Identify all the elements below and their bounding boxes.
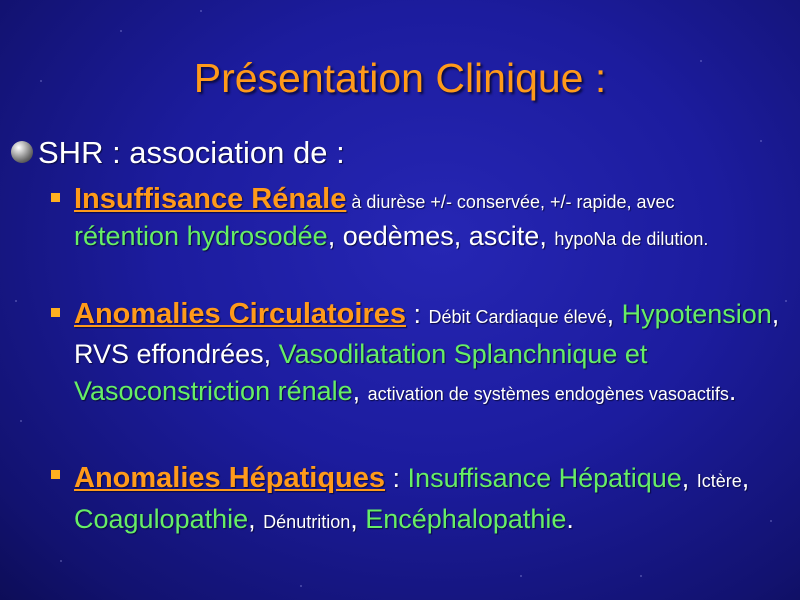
bullet-text: Dénutrition (263, 512, 351, 532)
square-bullet-icon (51, 308, 60, 317)
bullet-insuffisance-renale (74, 182, 780, 256)
bullet-text: Débit Cardiaque élevé (428, 307, 607, 327)
bullet-text: hypoNa de dilution. (554, 229, 709, 249)
bullet-text: Ictère (696, 471, 742, 491)
bullet-heading: Insuffisance Rénale (74, 183, 347, 215)
bullet-text: . (728, 376, 737, 406)
bullet-anomalies-circulatoires (74, 296, 780, 413)
bullet-text: , (352, 376, 368, 406)
bullet-text: , (248, 504, 264, 534)
bullet-text-highlight: Encéphalopathie (365, 504, 567, 534)
bullet-text: , (741, 463, 750, 493)
bullet-heading: Anomalies Hépatiques (74, 462, 386, 494)
bullet-text-highlight: Vasodilatation Splanchnique et Vasoconstriction rénale (74, 339, 648, 406)
bullet-anomalies-hepatiques (74, 459, 780, 541)
bullet-text: : (406, 299, 429, 329)
bullet-text: , (327, 221, 343, 251)
bullet-text: , (539, 221, 555, 251)
bullet-text: , (350, 504, 366, 534)
bullet-text-highlight: Hypotension (621, 299, 772, 329)
level1-text: SHR : association de : (38, 135, 345, 170)
bullet-text: : (385, 463, 408, 493)
bullet-text-highlight: rétention hydrosodée (74, 221, 328, 251)
bullet-text: , (681, 463, 697, 493)
bullet-text: , (771, 299, 780, 329)
bullet-text-highlight: Insuffisance Hépatique (407, 463, 682, 493)
sphere-bullet-icon (11, 141, 33, 163)
bullet-text: RVS effondrées (74, 339, 264, 369)
bullet-text: . (566, 504, 574, 534)
slide-title: Présentation Clinique : (193, 55, 607, 101)
bullet-text: à diurèse +/- conservée, +/- rapide, avec (346, 192, 675, 212)
bullet-text: , (606, 299, 622, 329)
bullet-text-highlight: Coagulopathie (74, 504, 249, 534)
bullet-text: activation de systèmes endogènes vasoactifs (367, 384, 729, 404)
square-bullet-icon (51, 193, 60, 202)
square-bullet-icon (51, 470, 60, 479)
bullet-text: oedèmes, ascite (342, 221, 540, 251)
bullet-heading: Anomalies Circulatoires (74, 298, 406, 330)
bullet-text: , (263, 339, 279, 369)
